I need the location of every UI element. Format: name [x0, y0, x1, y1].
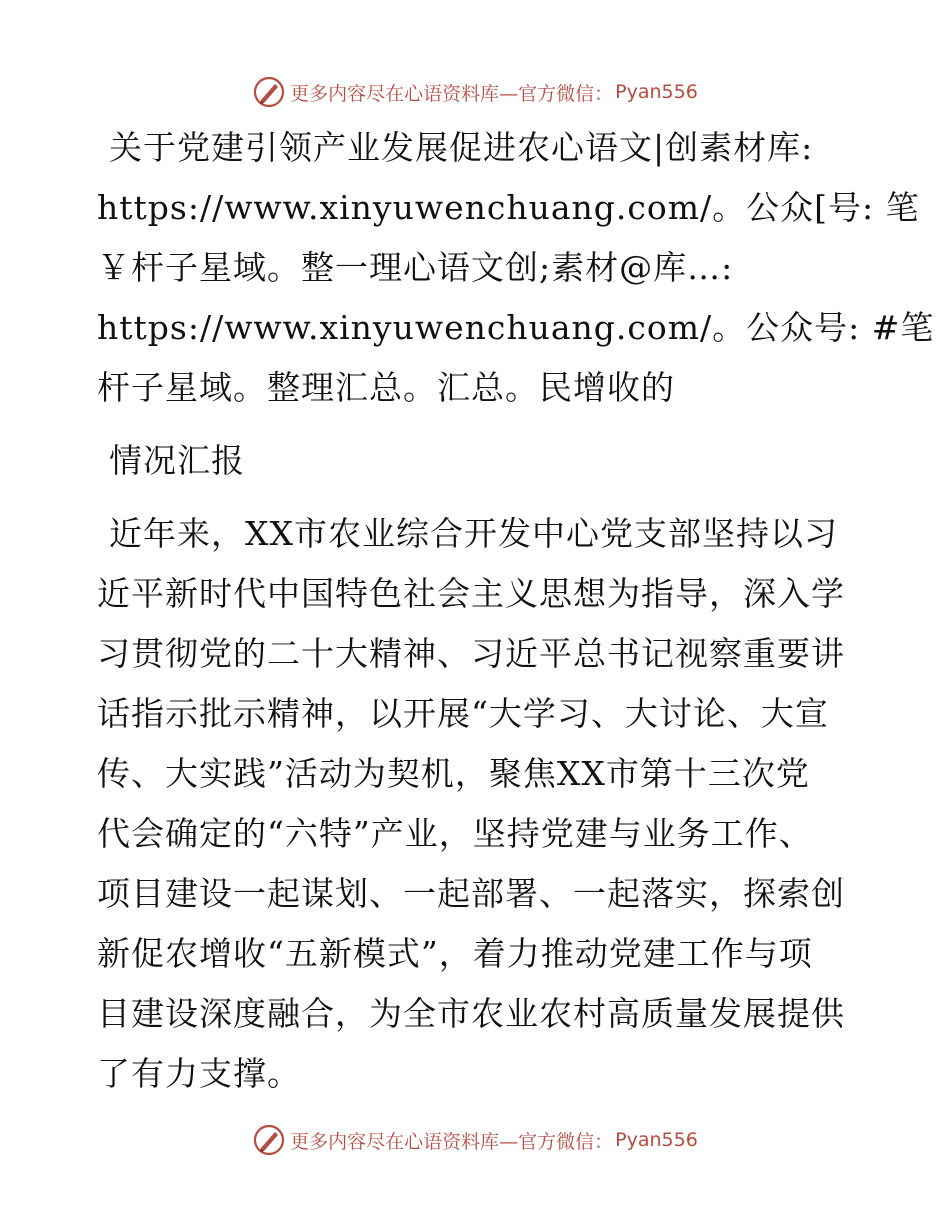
paragraph-line: 近年来，XX市农业综合开发中心党支部坚持以习 [109, 514, 838, 553]
paragraph-line: 近平新时代中国特色社会主义思想为指导，深入学 [97, 574, 845, 613]
paragraph-line: 目建设深度融合，为全市农业农村高质量发展提供 [97, 994, 845, 1033]
watermark-wechat-id: Pyan556 [615, 81, 698, 103]
paragraph-line: 传、大实践”活动为契机，聚焦XX市第十三次党 [97, 754, 810, 793]
title-line: https://www.xinyuwenchuang.com/。公众号: #笔 [97, 308, 935, 347]
paragraph-line: 了有力支撑。 [97, 1054, 301, 1093]
title-line: https://www.xinyuwenchuang.com/。公众[号: 笔 [97, 188, 920, 227]
header-watermark [0, 70, 950, 114]
document-subtitle: 情况汇报 [109, 441, 245, 480]
watermark-wechat-id: Pyan556 [615, 1129, 698, 1151]
document-title [97, 118, 935, 418]
title-line: 杆子星域。整理汇总。汇总。民增收的 [97, 368, 675, 407]
title-line: 关于党建引领产业发展促进农心语文|创素材库: [109, 128, 814, 167]
watermark-text: 更多内容尽在心语资料库—官方微信： [290, 82, 614, 105]
paragraph-line: 习贯彻党的二十大精神、习近平总书记视察重要讲 [97, 634, 845, 673]
pen-logo-icon [252, 1123, 286, 1157]
paragraph-line: 项目建设一起谋划、一起部署、一起落实，探索创 [97, 874, 845, 913]
paragraph-line: 新促农增收“五新模式”，着力推动党建工作与项 [97, 934, 813, 973]
title-line: ￥杆子星域。整一理心语文创;素材@库…: [97, 248, 734, 287]
paragraph-line: 代会确定的“六特”产业，坚持党建与业务工作、 [97, 814, 813, 853]
watermark-text: 更多内容尽在心语资料库—官方微信： [290, 1130, 614, 1153]
paragraph-line: 话指示批示精神，以开展“大学习、大讨论、大宣 [97, 694, 829, 733]
document-paragraph [97, 504, 857, 1104]
document-body [97, 118, 935, 1104]
pen-logo-icon [252, 75, 286, 109]
footer-watermark [0, 1118, 950, 1162]
